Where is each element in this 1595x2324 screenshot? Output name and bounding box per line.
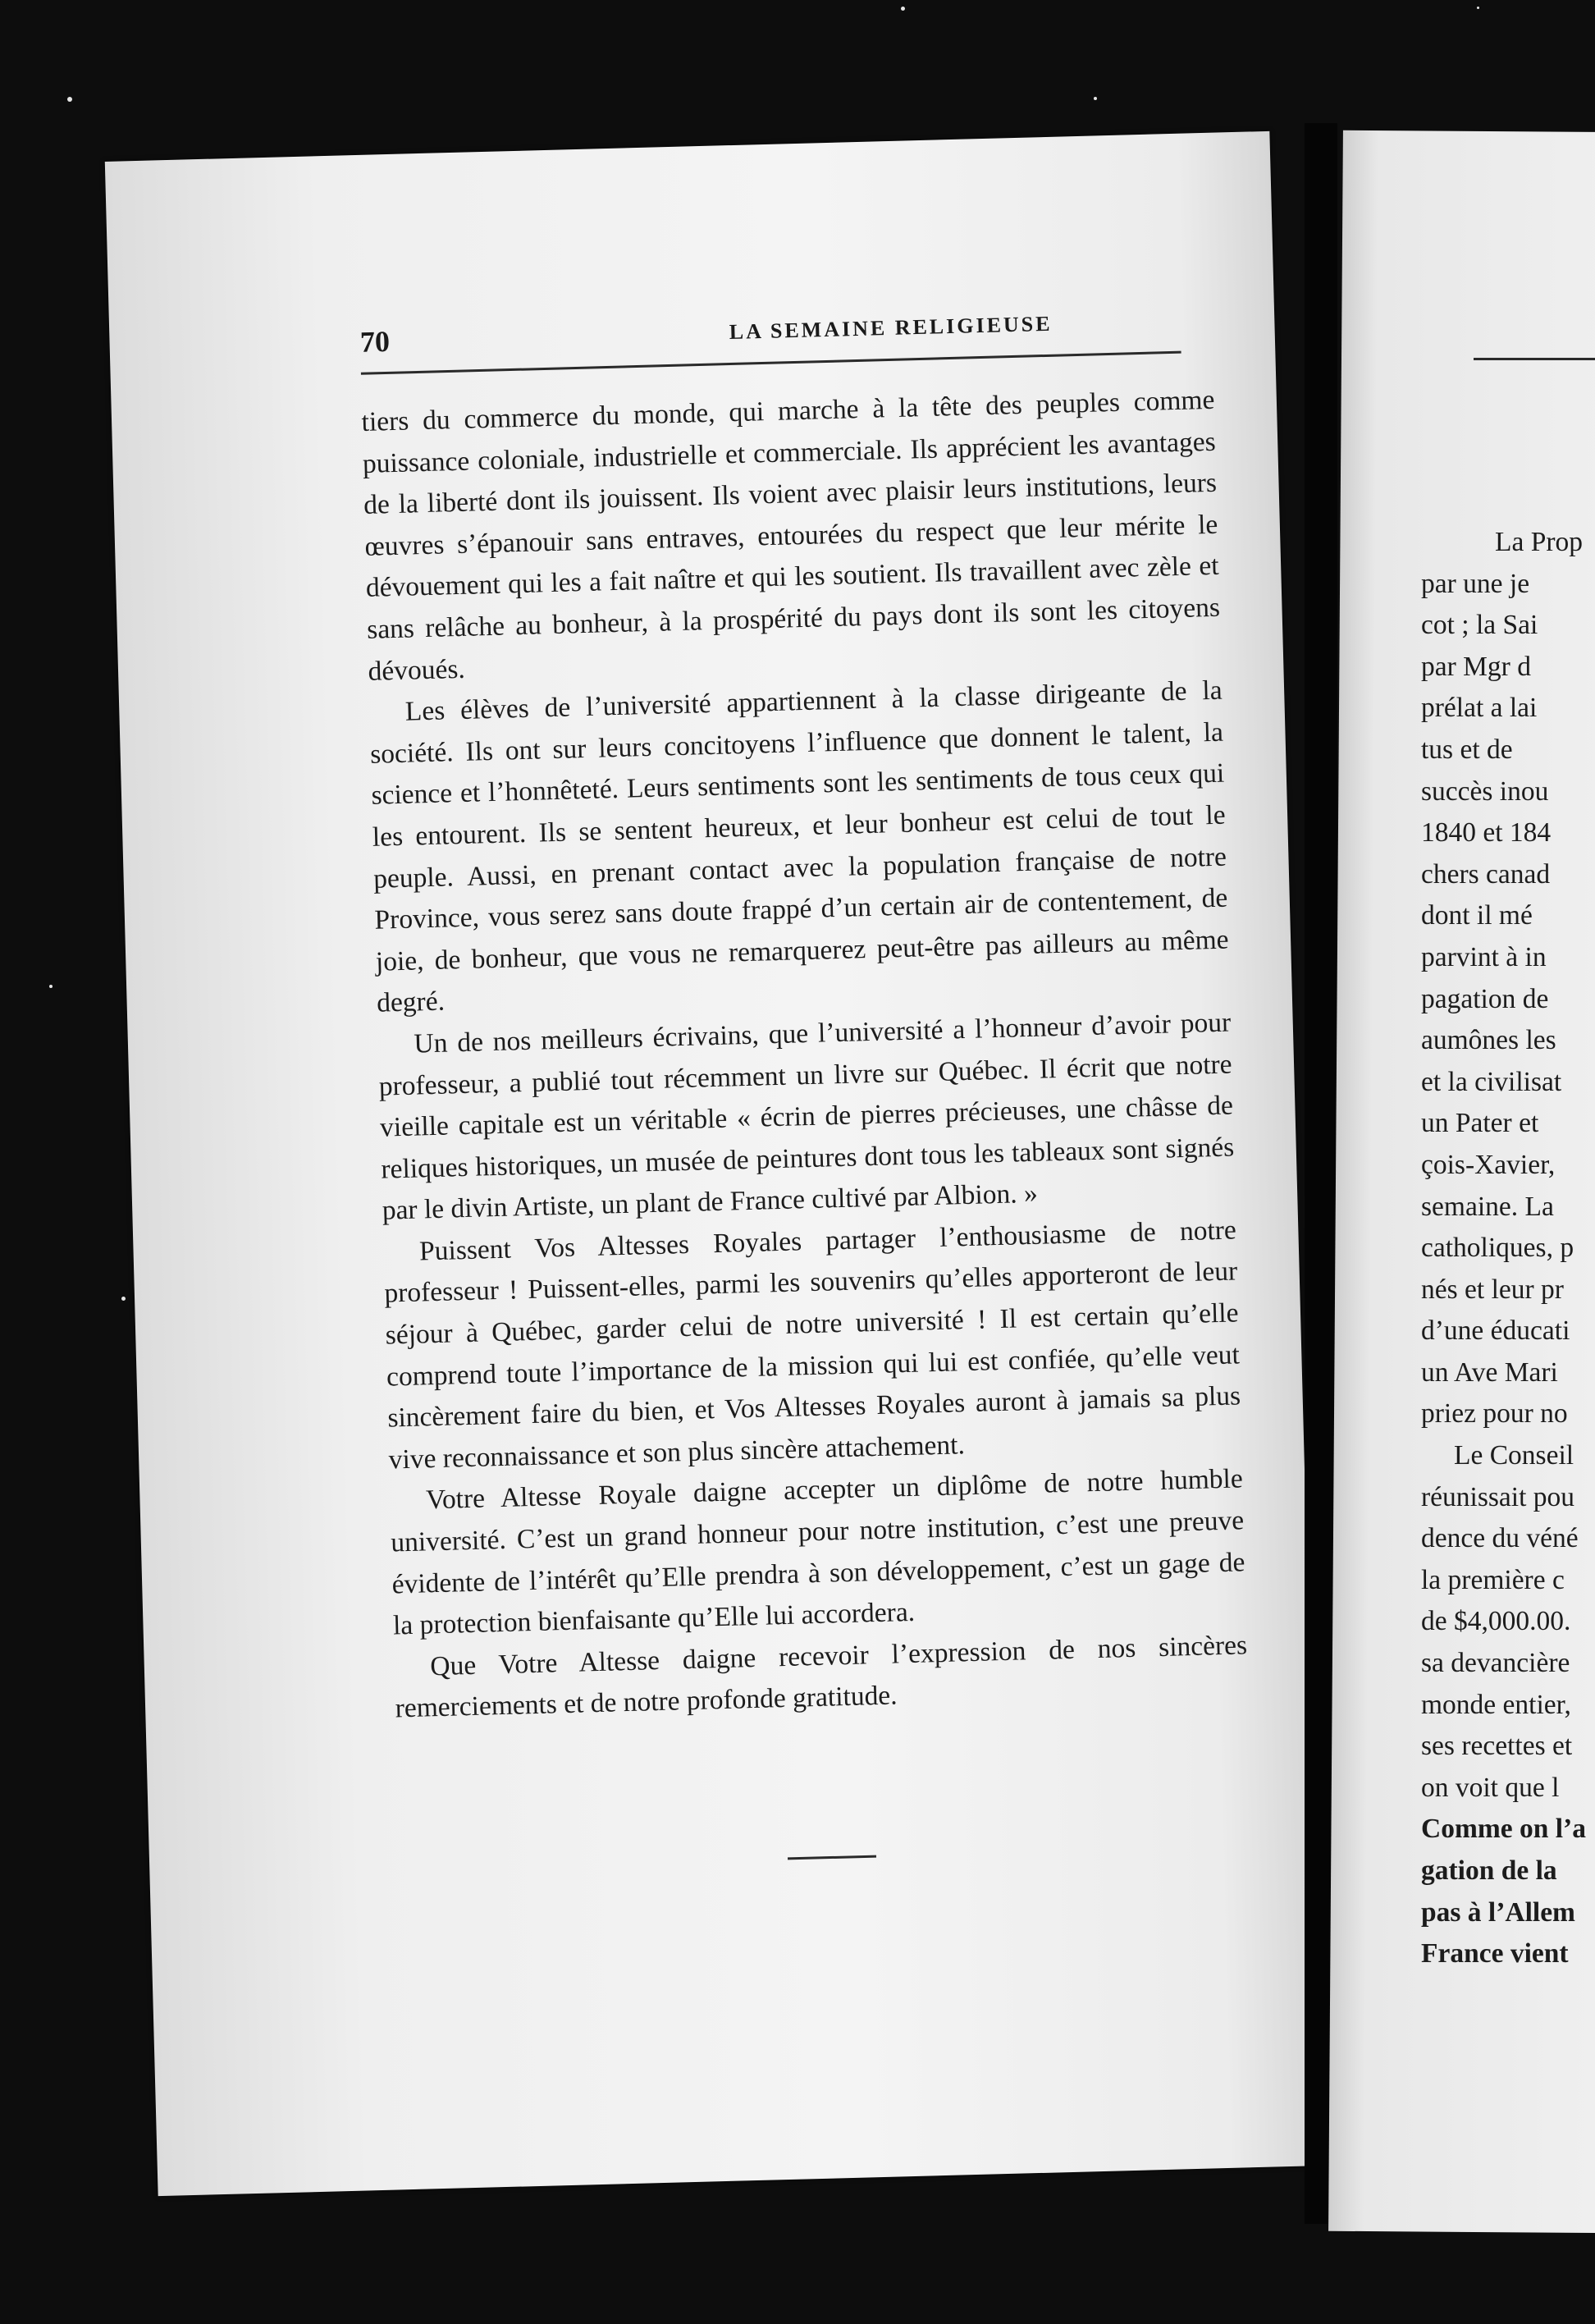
right-page-line: Le Conseil <box>1454 1440 1574 1471</box>
dust-speck <box>49 985 53 988</box>
body-paragraph: Un de nos meilleurs écrivains, que l’université a l’honneur d’avoir pour professeur, a publié tout récemment un livre sur Québec. Il écrit que notre vieille capitale est un véritable « écrin de pierres précieuses, une châsse de reliques historiques, un musée de peintures dont tous les tableaux sont signés par le divin Artiste, un plant de France cultivé par Albion. » <box>378 1007 1235 1226</box>
right-page-line: pagation de <box>1421 983 1549 1014</box>
right-page-text <box>1421 522 1595 1975</box>
right-page-line: France vient <box>1421 1938 1569 1969</box>
right-page-line: priez pour no <box>1421 1398 1568 1430</box>
right-page-line: pas à l’Allem <box>1421 1896 1575 1928</box>
right-page-line: Comme on l’a <box>1421 1814 1586 1845</box>
body-paragraph: Que Votre Altesse daigne recevoir l’expression de nos sincères remerciements et de notre profonde gratitude. <box>395 1630 1248 1724</box>
right-page-header-rule <box>1474 358 1595 360</box>
right-page-line: prélat a lai <box>1421 693 1538 724</box>
body-text <box>361 380 1249 1731</box>
body-paragraph: tiers du commerce du monde, qui marche à la tête des peuples comme puissance coloniale, industrielle et commerciale. Ils apprécient les avantages de la liberté dont ils jouissent. Ils voient avec plaisir leurs institutions, leurs œuvres s’épanouir sans entraves, entourées du respect que leur mérite le dévouement qui les a fait naître et qui les soutient. Ils travaillent avec zèle et sans relâche au bonheur, à la prospérité du pays dont ils sont les citoyens dévoués. <box>361 384 1221 687</box>
right-page-line: réunissait pou <box>1421 1481 1575 1512</box>
body-paragraph: Puissent Vos Altesses Royales partager l’enthousiasme de notre professeur ! Puissent-elles, parmi les souvenirs qu’elles apporteront de leur séjour à Québec, garder celui de notre université ! Il est certain qu’elle comprend toute l’importance de la mission qui lui est confiée, qu’elle veut sincèrement faire du bien, et Vos Altesses Royales auront à jamais sa plus vive reconnaissance et son plus sincère attachement. <box>383 1215 1241 1475</box>
body-paragraph: Votre Altesse Royale daigne accepter un diplôme de notre humble université. C’est un grand honneur pour notre institution, c’est une preuve évidente de l’intérêt qu’Elle prendra à son développement, c’est un gage de la protection bienfaisante qu’Elle lui accordera. <box>390 1463 1245 1641</box>
right-page-line: gation de la <box>1421 1855 1557 1886</box>
right-page-line: dence du véné <box>1421 1523 1579 1554</box>
right-page-line: çois-Xavier, <box>1421 1149 1556 1180</box>
right-page-line: sa devancière <box>1421 1648 1570 1679</box>
right-page-line: par Mgr d <box>1421 651 1531 682</box>
right-page-line: on voit que l <box>1421 1772 1560 1803</box>
right-page-line: succès inou <box>1421 775 1549 807</box>
right-page-line: tus et de <box>1421 734 1513 765</box>
right-page-line: la première c <box>1421 1564 1565 1595</box>
right-page-line: parvint à in <box>1421 941 1547 972</box>
right-page-line: un Ave Mari <box>1421 1356 1558 1388</box>
dust-speck <box>1094 97 1097 100</box>
right-page-line: et la civilisat <box>1421 1066 1562 1097</box>
dust-speck <box>1477 7 1479 9</box>
right-page-line: ses recettes et <box>1421 1731 1573 1762</box>
dust-speck <box>121 1297 126 1301</box>
right-page-line: d’une éducati <box>1421 1315 1570 1347</box>
right-page-line: cot ; la Sai <box>1421 610 1538 641</box>
right-page-line: dont il mé <box>1421 900 1533 931</box>
right-page-line: monde entier, <box>1421 1689 1571 1720</box>
right-page-line: aumônes les <box>1421 1025 1556 1056</box>
right-page-line: 1840 et 184 <box>1421 817 1552 849</box>
right-page-line: catholiques, p <box>1421 1233 1574 1264</box>
right-page-line: un Pater et <box>1421 1108 1539 1139</box>
body-paragraph: Les élèves de l’université appartiennent à la classe dirigeante de la société. Ils ont sur leurs concitoyens l’influence que donnent le talent, la science et l’honnêteté. Leurs sentiments sont les sentiments de tous ceux qui les entourent. Ils se sentent heureux, et leur bonheur est celui de tout le peuple. Aussi, en prenant contact avec la population française de notre Province, vous serez sans doute frappé d’un certain air de contentement, de joie, de bonheur, que vous ne remarquerez peut-être pas ailleurs au même degré. <box>369 675 1229 1019</box>
page-number: 70 <box>359 324 391 359</box>
right-page-line: La Prop <box>1495 527 1583 557</box>
dust-speck <box>901 7 905 11</box>
running-title: LA SEMAINE RELIGIEUSE <box>729 311 1053 345</box>
right-page-line: semaine. La <box>1421 1191 1554 1222</box>
dust-speck <box>67 97 72 102</box>
right-page-line: de $4,000.00. <box>1421 1606 1571 1637</box>
right-page-line: nés et leur pr <box>1421 1274 1564 1305</box>
right-page-line: chers canad <box>1421 858 1551 890</box>
right-page-line: par une je <box>1421 568 1530 599</box>
